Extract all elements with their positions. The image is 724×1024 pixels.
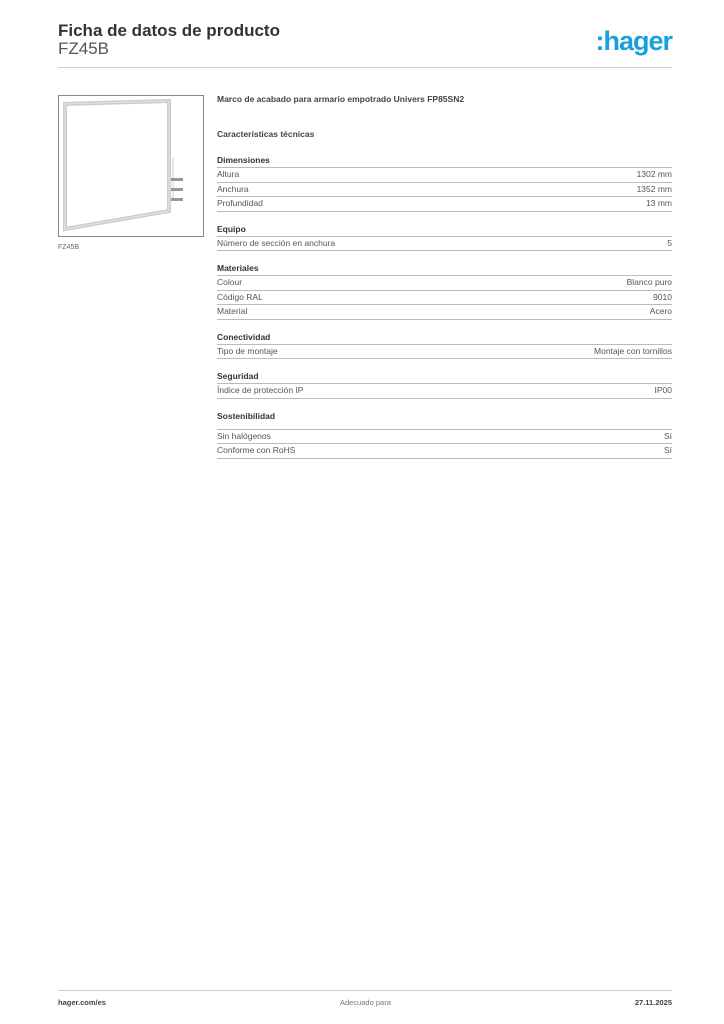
spec-section xyxy=(217,224,672,252)
spec-label: Profundidad xyxy=(217,198,263,208)
spec-row xyxy=(217,291,672,306)
spec-row xyxy=(217,197,672,212)
hager-logo: :hager xyxy=(595,26,672,56)
spec-label: Número de sección en anchura xyxy=(217,237,336,248)
section-title: Seguridad xyxy=(217,371,672,384)
image-caption: FZ45B xyxy=(58,244,80,251)
spec-label: Material xyxy=(217,306,248,316)
spec-label: Altura xyxy=(217,169,240,179)
spec-label: Conforme con RoHS xyxy=(217,445,296,455)
spec-section xyxy=(217,371,672,399)
product-description: Marco de acabado para armario empotrado Univers FP85SN2 xyxy=(217,94,465,104)
characteristics-title: Características técnicas xyxy=(217,129,315,139)
spec-value: Sí xyxy=(663,430,672,441)
footer-center-text: Adecuado para xyxy=(340,998,391,1007)
spec-row xyxy=(217,305,672,320)
spec-row xyxy=(217,345,672,360)
spec-label: Colour xyxy=(217,277,243,287)
spec-label: Código RAL xyxy=(217,291,263,302)
spec-row xyxy=(217,430,672,445)
spec-label: Índice de protección IP xyxy=(217,385,304,395)
section-title: Dimensiones xyxy=(217,155,672,168)
spec-value: Blanco puro xyxy=(626,277,672,287)
spec-row xyxy=(217,444,672,459)
spec-value: Montaje con tornillos xyxy=(594,345,672,356)
product-code: FZ45B xyxy=(58,39,110,58)
spec-section xyxy=(217,263,672,320)
spec-row xyxy=(217,183,672,198)
section-title: Conectividad xyxy=(217,332,672,345)
spec-value: IP00 xyxy=(654,385,672,395)
header-divider xyxy=(58,67,672,68)
spec-value: 9010 xyxy=(653,291,672,302)
product-image xyxy=(58,95,204,237)
footer-date: 27.11.2025 xyxy=(634,998,672,1007)
spec-value: 1302 mm xyxy=(636,169,672,179)
spec-row xyxy=(217,168,672,183)
section-title: Equipo xyxy=(217,224,672,237)
footer-divider xyxy=(58,990,672,991)
spec-row xyxy=(217,237,672,252)
spec-content xyxy=(217,94,672,459)
spec-row xyxy=(217,384,672,399)
section-title: Sostenibilidad xyxy=(217,411,672,430)
spec-label: Tipo de montaje xyxy=(217,345,278,356)
spec-value: 13 mm xyxy=(646,198,672,208)
spec-section xyxy=(217,411,672,459)
section-title: Materiales xyxy=(217,263,672,276)
spec-value: 1352 mm xyxy=(636,183,672,194)
spec-value: 5 xyxy=(667,237,672,248)
spec-section xyxy=(217,332,672,360)
page-title: Ficha de datos de producto xyxy=(58,21,280,40)
spec-value: Acero xyxy=(649,306,672,316)
spec-label: Sin halógenos xyxy=(217,430,271,441)
spec-value: Sí xyxy=(663,445,672,455)
footer-website[interactable]: hager.com/es xyxy=(58,998,106,1007)
spec-section xyxy=(217,155,672,212)
spec-row xyxy=(217,276,672,291)
spec-label: Anchura xyxy=(217,183,249,194)
